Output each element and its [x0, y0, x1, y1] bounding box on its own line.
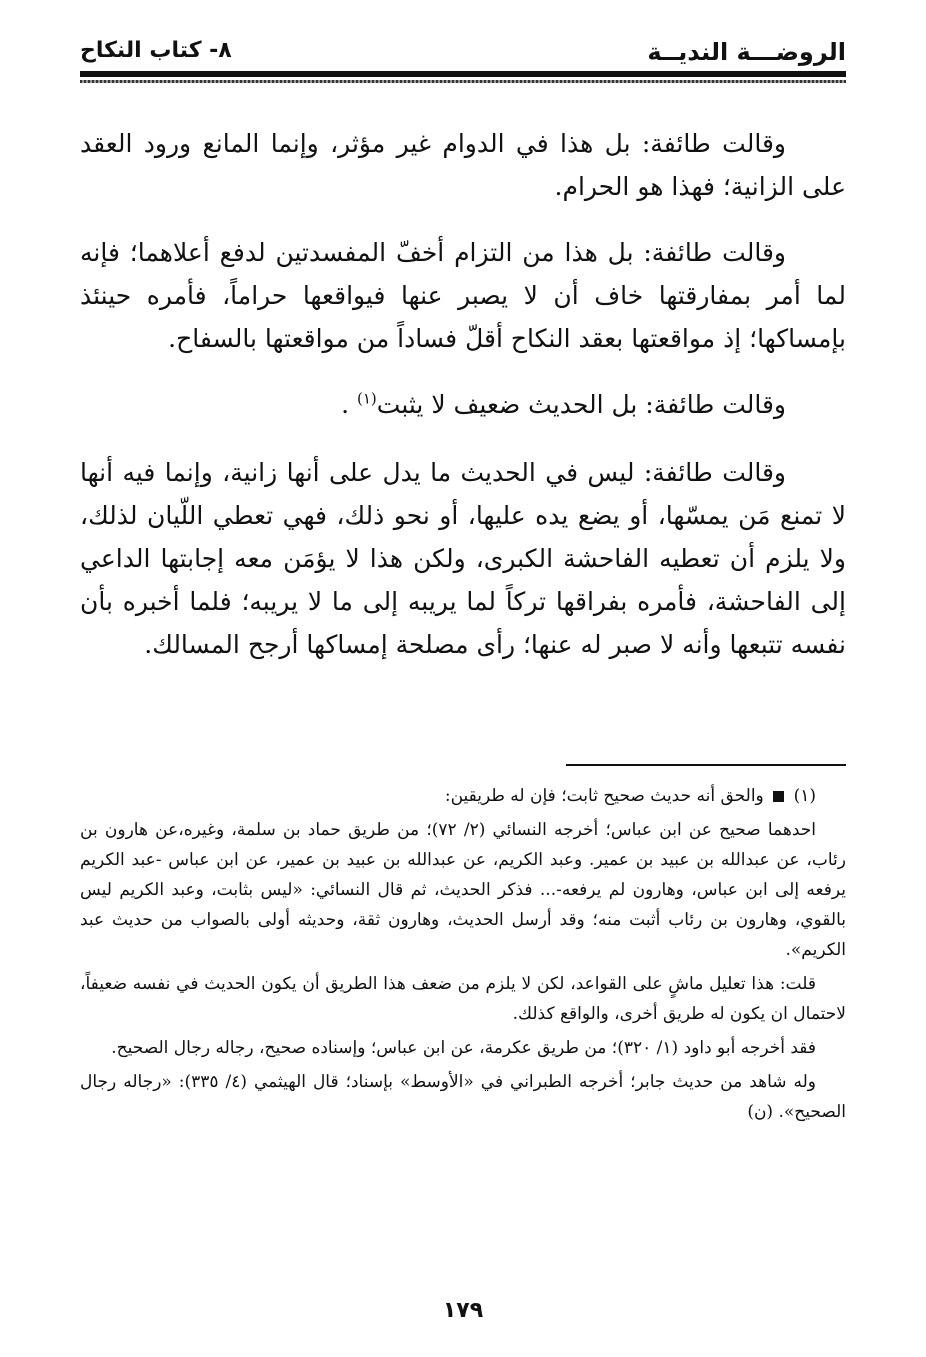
footnote-1-first-line: والحق أنه حديث صحيح ثابت؛ فإن له طريقين: — [444, 786, 764, 806]
square-icon — [773, 791, 784, 802]
footnote-marker: (١) — [793, 786, 816, 806]
paragraph-3: وقالت طائفة: بل الحديث ضعيف لا يثبت$^{(١)}$ . — [341, 389, 786, 419]
paragraph-4: وقالت طائفة: ليس في الحديث ما يدل على أنها زانية، وإنما فيه أنها لا تمنع مَن يمسّها، أو يضع يده عليها، أو نحو ذلك، فهي تعطي اللّيان لذلك، ولا يلزم أن تعطيه الفاحشة الكبرى، ولكن هذا لا يؤمَن معه إجابتها الداعي إلى الفاحشة، فأمره بفراقها تركاً لما يريبه إلى ما لا يريبه؛ فلما أخبره بأن نفسه تتبعها وأنه لا صبر له عنها؛ رأى مصلحة إمساكها أرجح المسالك. — [80, 458, 846, 659]
running-header — [80, 36, 846, 70]
footnote-reference: (١) — [357, 389, 377, 408]
chapter-title: ٨- كتاب النكاح — [80, 38, 232, 63]
footnote-paragraph-3: فقد أخرجه أبو داود (١/ ٣٢٠)؛ من طريق عكرمة، عن ابن عباس؛ وإسناده صحيح، رجاله رجال الصحيح. — [111, 1038, 816, 1058]
paragraph-2: وقالت طائفة: بل هذا من التزام أخفّ المفسدتين لدفع أعلاهما؛ فإنه لما أمر بمفارقتها خاف أن لا يصبر عنها فيواقعها حراماً، فأمره حينئذ بإمساكها؛ إذ مواقعتها بعقد النكاح أقلّ فساداً من مواقعتها بالسفاح. — [80, 238, 846, 353]
paragraph-3-text: وقالت طائفة: بل الحديث ضعيف لا يثبت — [376, 390, 786, 419]
header-rule-dotted — [80, 80, 846, 83]
page-number: ١٧٩ — [442, 1298, 484, 1323]
footnote-1-heading — [80, 781, 846, 811]
book-title: الروضـــة النديــة — [647, 38, 846, 66]
footnote-paragraph-1: احدهما صحيح عن ابن عباس؛ أخرجه النسائي (٢/ ٧٢)؛ من طريق حماد بن سلمة، وغيره،عن هارون بن رئاب، عن عبدالله بن عبيد بن عمير. وعبد الكريم، عن عبدالله بن عبيد بن عمير، عن ابن عباس -عبد الكريم يرفعه إلى ابن عباس، وهارون لم يرفعه-... فذكر الحديث، ثم قال النسائي: «ليس بثابت، وعبد الكريم ليس بالقوي، وهارون بن رئاب أثبت منه؛ وقد أرسل الحديث، وهارون ثقة، وحديثه أولى بالصواب من حديث عبد الكريم». — [80, 820, 846, 960]
footnote-paragraph-2: قلت: هذا تعليل ماشٍ على القواعد، لكن لا يلزم من ضعف هذا الطريق أن يكون الحديث في نفسه ضعيفاً، لاحتمال ان يكون له طريق أخرى، والواقع كذلك. — [80, 974, 846, 1024]
footnote-separator — [566, 764, 846, 766]
main-text — [80, 122, 846, 689]
paragraph-1: وقالت طائفة: بل هذا في الدوام غير مؤثر، وإنما المانع ورود العقد على الزانية؛ فهذا هو الحرام. — [80, 129, 846, 201]
footnotes — [80, 781, 846, 1131]
header-rule — [80, 71, 846, 77]
footnote-paragraph-4: وله شاهد من حديث جابر؛ أخرجه الطبراني في «الأوسط» بإسناد؛ قال الهيثمي (٤/ ٣٣٥): «رجاله رجال الصحيح». (ن) — [80, 1072, 846, 1122]
